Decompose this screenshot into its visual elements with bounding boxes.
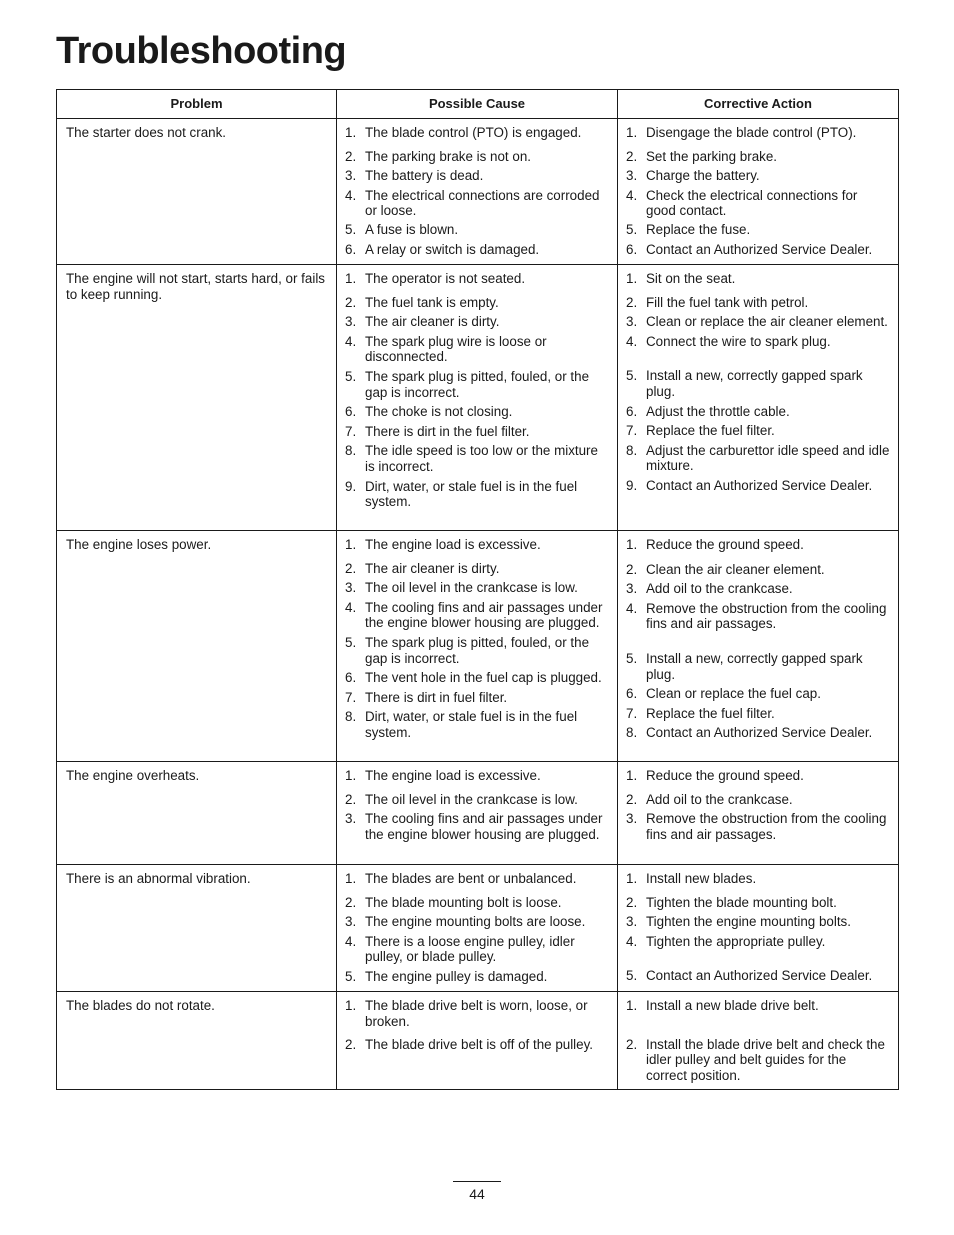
cause-item bbox=[345, 934, 609, 965]
cause-item bbox=[345, 404, 609, 420]
item-number: 2. bbox=[345, 1037, 357, 1053]
cause-item bbox=[345, 895, 609, 911]
item-number: 3. bbox=[626, 314, 638, 330]
action-list bbox=[626, 271, 890, 494]
action-item bbox=[626, 914, 890, 930]
cause-text: The spark plug is pitted, fouled, or the gap is incorrect. bbox=[365, 634, 590, 666]
cause-text: The parking brake is not on. bbox=[365, 148, 531, 164]
action-cell bbox=[618, 265, 899, 531]
item-number: 5. bbox=[626, 968, 638, 984]
cause-text: There is dirt in the fuel filter. bbox=[365, 423, 530, 439]
action-text: Clean or replace the fuel cap. bbox=[646, 686, 821, 702]
cause-list bbox=[345, 125, 609, 257]
action-text: Tighten the blade mounting bolt. bbox=[646, 894, 837, 910]
item-number: 2. bbox=[626, 1036, 638, 1052]
item-number: 2. bbox=[626, 148, 638, 164]
action-item bbox=[626, 149, 890, 165]
action-item bbox=[626, 871, 890, 887]
table-row bbox=[57, 531, 899, 762]
action-item bbox=[626, 295, 890, 311]
action-list bbox=[626, 537, 890, 741]
item-number: 1. bbox=[626, 998, 638, 1013]
cause-text: The blade control (PTO) is engaged. bbox=[365, 125, 582, 140]
cause-item bbox=[345, 635, 609, 666]
item-number: 1. bbox=[626, 125, 638, 140]
cause-list bbox=[345, 271, 609, 510]
cause-item bbox=[345, 561, 609, 577]
item-number: 8. bbox=[626, 725, 638, 741]
cause-text: Dirt, water, or stale fuel is in the fuel system. bbox=[365, 709, 578, 740]
action-text: Disengage the blade control (PTO). bbox=[646, 125, 857, 140]
cause-item bbox=[345, 424, 609, 440]
action-text: Add oil to the crankcase. bbox=[646, 581, 793, 597]
action-item bbox=[626, 968, 890, 984]
cause-text: The blade drive belt is worn, loose, or broken. bbox=[365, 998, 588, 1029]
item-number: 3. bbox=[345, 811, 357, 827]
cause-list bbox=[345, 537, 609, 741]
cause-item bbox=[345, 188, 609, 219]
item-number: 4. bbox=[345, 333, 357, 349]
item-number: 6. bbox=[345, 670, 357, 686]
action-text: Adjust the carburettor idle speed and idle mixture. bbox=[646, 442, 890, 474]
item-number: 7. bbox=[345, 423, 357, 439]
action-item bbox=[626, 601, 890, 632]
action-text: Clean the air cleaner element. bbox=[646, 561, 825, 577]
cause-text: The fuel tank is empty. bbox=[365, 294, 499, 310]
item-number: 4. bbox=[345, 187, 357, 203]
action-item bbox=[626, 651, 890, 682]
item-number: 5. bbox=[626, 650, 638, 666]
problem-cell: The engine loses power. bbox=[57, 531, 337, 762]
action-cell bbox=[618, 865, 899, 992]
cause-text: The blade drive belt is off of the pulley. bbox=[365, 1037, 594, 1053]
item-number: 2. bbox=[345, 148, 357, 164]
item-number: 2. bbox=[626, 294, 638, 310]
cause-cell bbox=[337, 762, 618, 865]
action-item bbox=[626, 368, 890, 399]
cause-item bbox=[345, 690, 609, 706]
cause-list bbox=[345, 998, 609, 1053]
action-text: Tighten the engine mounting bolts. bbox=[646, 914, 851, 930]
cause-item bbox=[345, 125, 609, 141]
action-item bbox=[626, 768, 890, 784]
action-list bbox=[626, 871, 890, 984]
table-row bbox=[57, 762, 899, 865]
problem-cell: There is an abnormal vibration. bbox=[57, 865, 337, 992]
item-number: 1. bbox=[345, 998, 357, 1013]
action-item bbox=[626, 725, 890, 741]
item-number: 6. bbox=[626, 403, 638, 419]
item-number: 4. bbox=[626, 600, 638, 616]
problem-cell: The blades do not rotate. bbox=[57, 992, 337, 1090]
cause-item bbox=[345, 811, 609, 842]
action-item bbox=[626, 443, 890, 474]
action-text: Remove the obstruction from the cooling fins and air passages. bbox=[646, 811, 887, 842]
action-item bbox=[626, 168, 890, 184]
problem-cell: The engine overheats. bbox=[57, 762, 337, 865]
action-text: Install the blade drive belt and check the idler pulley and belt guides for the correct position. bbox=[646, 1036, 885, 1083]
cause-item bbox=[345, 969, 609, 985]
problem-cell: The engine will not start, starts hard, or fails to keep running. bbox=[57, 265, 337, 531]
action-text: Remove the obstruction from the cooling fins and air passages. bbox=[646, 600, 887, 632]
cause-cell bbox=[337, 531, 618, 762]
item-number: 2. bbox=[345, 294, 357, 310]
item-number: 9. bbox=[626, 477, 638, 493]
cause-text: There is a loose engine pulley, idler pulley, or blade pulley. bbox=[365, 933, 575, 965]
item-number: 5. bbox=[345, 221, 357, 237]
action-item bbox=[626, 188, 890, 219]
item-number: 4. bbox=[626, 187, 638, 203]
cause-item bbox=[345, 914, 609, 930]
cause-item bbox=[345, 222, 609, 238]
item-number: 6. bbox=[626, 686, 638, 702]
action-text: Fill the fuel tank with petrol. bbox=[646, 294, 809, 310]
table-header-row bbox=[57, 90, 899, 119]
item-number: 1. bbox=[345, 768, 357, 783]
action-text: Charge the battery. bbox=[646, 168, 760, 184]
action-item bbox=[626, 125, 890, 141]
cause-text: Dirt, water, or stale fuel is in the fuel system. bbox=[365, 478, 578, 510]
item-number: 8. bbox=[345, 709, 357, 725]
cause-text: A fuse is blown. bbox=[365, 221, 459, 237]
action-item bbox=[626, 478, 890, 494]
cause-text: The engine load is excessive. bbox=[365, 768, 541, 783]
action-cell bbox=[618, 762, 899, 865]
item-number: 2. bbox=[626, 791, 638, 807]
item-number: 4. bbox=[626, 933, 638, 949]
action-text: Reduce the ground speed. bbox=[646, 537, 804, 552]
action-text: Check the electrical connections for good contact. bbox=[646, 187, 858, 219]
action-text: Contact an Authorized Service Dealer. bbox=[646, 477, 873, 493]
item-number: 1. bbox=[626, 271, 638, 286]
cause-item bbox=[345, 871, 609, 887]
action-cell bbox=[618, 119, 899, 265]
cause-item bbox=[345, 443, 609, 474]
item-number: 2. bbox=[345, 560, 357, 576]
item-number: 6. bbox=[345, 404, 357, 420]
cause-text: The oil level in the crankcase is low. bbox=[365, 791, 578, 807]
cause-item bbox=[345, 792, 609, 808]
cause-cell bbox=[337, 119, 618, 265]
action-item bbox=[626, 706, 890, 722]
cause-text: The spark plug wire is loose or disconnected. bbox=[365, 333, 547, 365]
action-item bbox=[626, 334, 890, 350]
action-text: Clean or replace the air cleaner element. bbox=[646, 314, 888, 330]
action-text: Replace the fuel filter. bbox=[646, 705, 775, 721]
cause-text: The battery is dead. bbox=[365, 168, 484, 184]
table-row bbox=[57, 119, 899, 265]
action-text: Replace the fuse. bbox=[646, 221, 751, 237]
item-number: 1. bbox=[345, 871, 357, 886]
item-number: 5. bbox=[345, 968, 357, 984]
action-item bbox=[626, 1037, 890, 1084]
action-item bbox=[626, 811, 890, 842]
cause-text: The air cleaner is dirty. bbox=[365, 314, 500, 330]
header-corrective-action: Corrective Action bbox=[618, 90, 899, 119]
item-number: 3. bbox=[345, 314, 357, 330]
item-number: 6. bbox=[626, 241, 638, 257]
action-item bbox=[626, 271, 890, 287]
action-item bbox=[626, 423, 890, 439]
cause-text: The engine mounting bolts are loose. bbox=[365, 914, 586, 930]
cause-cell bbox=[337, 992, 618, 1090]
cause-text: The vent hole in the fuel cap is plugged. bbox=[365, 670, 602, 686]
action-text: Set the parking brake. bbox=[646, 148, 778, 164]
cause-list bbox=[345, 768, 609, 842]
item-number: 1. bbox=[626, 768, 638, 783]
item-number: 4. bbox=[345, 933, 357, 949]
page-title: Troubleshooting bbox=[56, 30, 347, 72]
item-number: 1. bbox=[345, 537, 357, 552]
action-item bbox=[626, 562, 890, 578]
header-possible-cause: Possible Cause bbox=[337, 90, 618, 119]
item-number: 5. bbox=[626, 221, 638, 237]
action-list bbox=[626, 998, 890, 1083]
action-item bbox=[626, 686, 890, 702]
item-number: 2. bbox=[345, 894, 357, 910]
cause-text: The spark plug is pitted, fouled, or the gap is incorrect. bbox=[365, 368, 590, 400]
cause-text: The operator is not seated. bbox=[365, 271, 526, 286]
action-item bbox=[626, 998, 890, 1014]
table-row bbox=[57, 992, 899, 1090]
action-text: Install a new blade drive belt. bbox=[646, 998, 819, 1013]
action-text: Contact an Authorized Service Dealer. bbox=[646, 725, 873, 741]
cause-item bbox=[345, 168, 609, 184]
action-text: Sit on the seat. bbox=[646, 271, 736, 286]
cause-item bbox=[345, 709, 609, 740]
action-text: Add oil to the crankcase. bbox=[646, 791, 793, 807]
item-number: 4. bbox=[345, 599, 357, 615]
item-number: 1. bbox=[345, 125, 357, 140]
action-item bbox=[626, 404, 890, 420]
item-number: 3. bbox=[345, 580, 357, 596]
cause-item bbox=[345, 479, 609, 510]
action-item bbox=[626, 581, 890, 597]
action-text: Reduce the ground speed. bbox=[646, 768, 804, 783]
cause-list bbox=[345, 871, 609, 985]
cause-item bbox=[345, 369, 609, 400]
cause-text: The choke is not closing. bbox=[365, 404, 513, 420]
action-item bbox=[626, 895, 890, 911]
cause-item bbox=[345, 1037, 609, 1053]
cause-item bbox=[345, 600, 609, 631]
item-number: 7. bbox=[345, 689, 357, 705]
item-number: 2. bbox=[626, 894, 638, 910]
item-number: 4. bbox=[626, 333, 638, 349]
item-number: 2. bbox=[626, 561, 638, 577]
cause-item bbox=[345, 580, 609, 596]
item-number: 7. bbox=[626, 423, 638, 439]
action-text: Install a new, correctly gapped spark plug. bbox=[646, 650, 863, 682]
footer-rule bbox=[453, 1181, 501, 1182]
action-text: Replace the fuel filter. bbox=[646, 423, 775, 439]
item-number: 3. bbox=[626, 168, 638, 184]
item-number: 1. bbox=[626, 537, 638, 552]
cause-item bbox=[345, 295, 609, 311]
action-cell bbox=[618, 531, 899, 762]
table-body bbox=[57, 119, 899, 1090]
action-list bbox=[626, 768, 890, 842]
cause-text: The idle speed is too low or the mixture is incorrect. bbox=[365, 443, 598, 474]
item-number: 3. bbox=[626, 811, 638, 827]
cause-text: A relay or switch is damaged. bbox=[365, 241, 540, 257]
item-number: 3. bbox=[626, 914, 638, 930]
action-text: Contact an Authorized Service Dealer. bbox=[646, 968, 873, 984]
table-row bbox=[57, 265, 899, 531]
cause-item bbox=[345, 242, 609, 258]
troubleshooting-table bbox=[56, 89, 899, 1090]
action-list bbox=[626, 125, 890, 257]
header-problem: Problem bbox=[57, 90, 337, 119]
item-number: 8. bbox=[345, 443, 357, 459]
item-number: 5. bbox=[345, 634, 357, 650]
action-cell bbox=[618, 992, 899, 1090]
cause-text: The engine load is excessive. bbox=[365, 537, 541, 552]
page-number: 44 bbox=[469, 1186, 485, 1202]
item-number: 5. bbox=[345, 368, 357, 384]
cause-cell bbox=[337, 865, 618, 992]
cause-item bbox=[345, 998, 609, 1029]
action-item bbox=[626, 934, 890, 950]
item-number: 3. bbox=[626, 581, 638, 597]
cause-text: The air cleaner is dirty. bbox=[365, 560, 500, 576]
cause-item bbox=[345, 314, 609, 330]
action-text: Install a new, correctly gapped spark plug. bbox=[646, 368, 863, 399]
cause-text: The cooling fins and air passages under the engine blower housing are plugged. bbox=[365, 811, 603, 842]
item-number: 6. bbox=[345, 241, 357, 257]
cause-text: The blade mounting bolt is loose. bbox=[365, 894, 562, 910]
action-text: Adjust the throttle cable. bbox=[646, 403, 790, 419]
action-item bbox=[626, 242, 890, 258]
cause-text: The electrical connections are corroded or loose. bbox=[365, 187, 600, 219]
item-number: 8. bbox=[626, 442, 638, 458]
action-text: Tighten the appropriate pulley. bbox=[646, 933, 826, 949]
action-item bbox=[626, 314, 890, 330]
item-number: 5. bbox=[626, 368, 638, 384]
item-number: 1. bbox=[626, 871, 638, 886]
cause-text: There is dirt in fuel filter. bbox=[365, 689, 508, 705]
problem-cell: The starter does not crank. bbox=[57, 119, 337, 265]
cause-item bbox=[345, 271, 609, 287]
cause-text: The oil level in the crankcase is low. bbox=[365, 580, 578, 596]
action-text: Contact an Authorized Service Dealer. bbox=[646, 241, 873, 257]
cause-text: The engine pulley is damaged. bbox=[365, 968, 548, 984]
item-number: 1. bbox=[345, 271, 357, 286]
cause-text: The cooling fins and air passages under the engine blower housing are plugged. bbox=[365, 599, 603, 631]
cause-item bbox=[345, 670, 609, 686]
item-number: 7. bbox=[626, 705, 638, 721]
action-text: Install new blades. bbox=[646, 871, 757, 886]
item-number: 3. bbox=[345, 914, 357, 930]
table-row bbox=[57, 865, 899, 992]
item-number: 3. bbox=[345, 168, 357, 184]
action-item bbox=[626, 537, 890, 553]
cause-text: The blades are bent or unbalanced. bbox=[365, 871, 577, 886]
cause-item bbox=[345, 149, 609, 165]
item-number: 9. bbox=[345, 478, 357, 494]
item-number: 2. bbox=[345, 791, 357, 807]
action-text: Connect the wire to spark plug. bbox=[646, 333, 831, 349]
cause-item bbox=[345, 334, 609, 365]
action-item bbox=[626, 792, 890, 808]
cause-item bbox=[345, 768, 609, 784]
action-item bbox=[626, 222, 890, 238]
cause-item bbox=[345, 537, 609, 553]
cause-cell bbox=[337, 265, 618, 531]
